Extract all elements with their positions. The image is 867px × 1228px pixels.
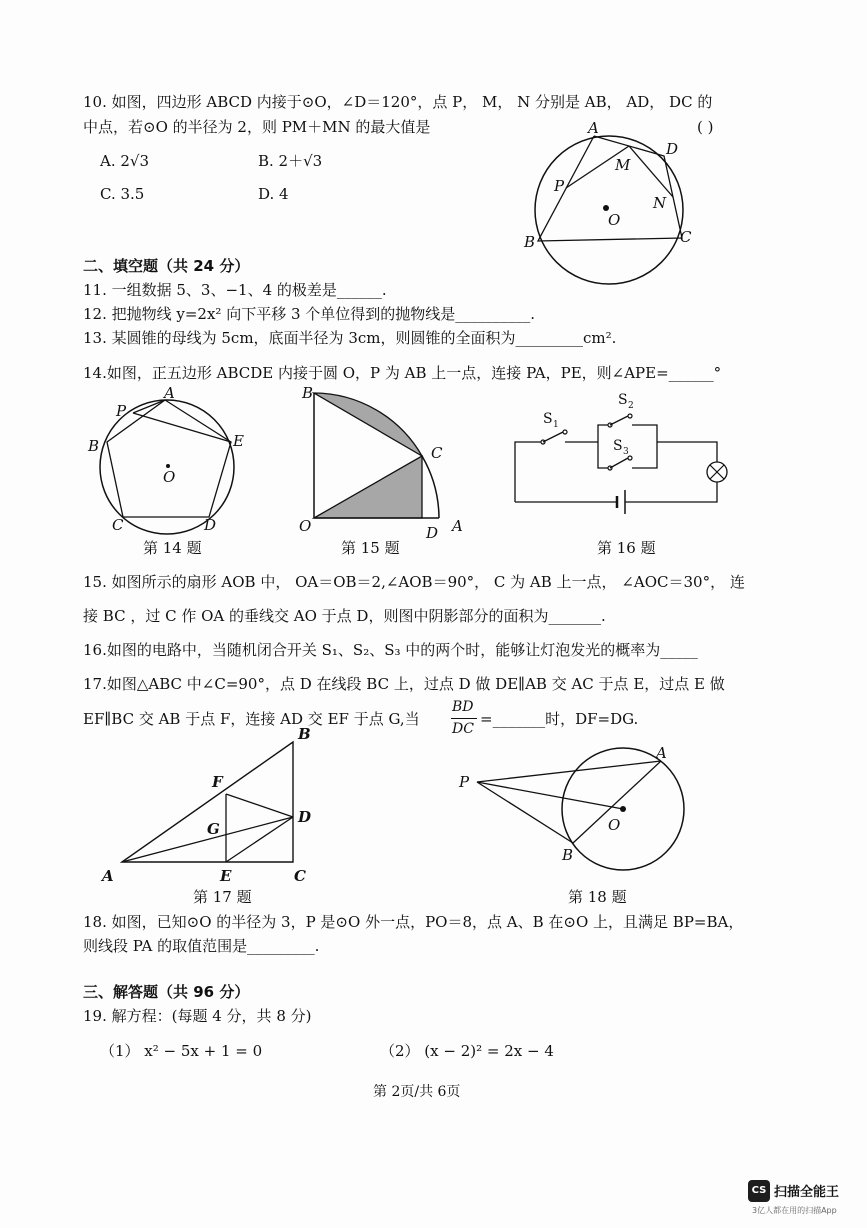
q16-label-s3: S bbox=[613, 438, 623, 454]
scanner-app-name: 扫描全能王 bbox=[774, 1185, 840, 1200]
q10-option-b: B. 2＋√3 bbox=[258, 152, 323, 170]
q17-label-g: G bbox=[207, 820, 220, 838]
q14-label-p: P bbox=[116, 402, 127, 420]
q10-answer-paren: ( ) bbox=[697, 118, 714, 136]
q10-label-o: O bbox=[608, 211, 621, 229]
q17-fraction-denominator: DC bbox=[452, 721, 474, 737]
q16-label-s1-sub: 1 bbox=[553, 420, 559, 430]
q16: 16.如图的电路中，当随机闭合开关 S₁、S₂、S₃ 中的两个时，能够让灯泡发光的概率为_____ bbox=[83, 641, 698, 659]
q16-label-s2-sub: 2 bbox=[628, 401, 634, 411]
caption-fig17: 第 17 题 bbox=[193, 888, 252, 906]
q14-label-a: A bbox=[164, 384, 175, 402]
q14-label-b: B bbox=[88, 437, 100, 455]
caption-fig18: 第 18 题 bbox=[568, 888, 627, 906]
q14-label-o: O bbox=[163, 468, 176, 486]
q16-label-s3-sub: 3 bbox=[623, 447, 629, 457]
section-2-heading: 二、填空题（共 24 分） bbox=[83, 257, 250, 275]
q18-label-a: A bbox=[656, 744, 667, 762]
q11: 11. 一组数据 5、3、−1、4 的极差是______. bbox=[83, 281, 387, 299]
q15-line1: 15. 如图所示的扇形 AOB 中， OA＝OB＝2,∠AOB＝90°， C 为 AB 上一点， ∠AOC＝30°， 连 bbox=[83, 573, 745, 591]
q14: 14.如图，正五边形 ABCDE 内接于圆 O，P 为 AB 上一点，连接 PA，PE，则∠APE=______° bbox=[83, 364, 722, 382]
q19-title: 19. 解方程：(每题 4 分，共 8 分) bbox=[83, 1007, 312, 1025]
scanner-logo-icon: CS bbox=[748, 1180, 770, 1202]
q12: 12. 把抛物线 y=2x² 向下平移 3 个单位得到的抛物线是__________. bbox=[83, 305, 536, 323]
q17-label-d: D bbox=[298, 808, 312, 826]
q15-figure bbox=[298, 384, 473, 542]
q10-label-a: A bbox=[588, 119, 599, 137]
q16-figure bbox=[505, 390, 745, 520]
q14-label-d: D bbox=[204, 516, 217, 534]
q16-label-s1: S bbox=[543, 411, 553, 427]
q19-part2: （2） (x − 2)² = 2x − 4 bbox=[380, 1042, 554, 1060]
q17-label-e: E bbox=[220, 867, 232, 885]
q15-label-b: B bbox=[302, 384, 314, 402]
q10-label-m: M bbox=[615, 156, 631, 174]
q10-label-p: P bbox=[554, 177, 565, 195]
q14-label-c: C bbox=[112, 516, 124, 534]
q15-label-c: C bbox=[431, 444, 443, 462]
q17-label-b: B bbox=[298, 725, 311, 743]
section-3-heading: 三、解答题（共 96 分） bbox=[83, 983, 250, 1001]
q10-figure bbox=[520, 115, 700, 290]
q18-line2: 则线段 PA 的取值范围是_________. bbox=[83, 937, 320, 955]
q15-label-d: D bbox=[426, 524, 439, 542]
q10-option-d: D. 4 bbox=[258, 185, 289, 203]
caption-fig16: 第 16 题 bbox=[597, 539, 656, 557]
q10-label-n: N bbox=[653, 194, 667, 212]
scanner-tagline: 3亿人都在用的扫描App bbox=[752, 1206, 837, 1215]
caption-fig14: 第 14 题 bbox=[143, 539, 202, 557]
q17-fraction-numerator: BD bbox=[452, 699, 474, 715]
q10-label-b: B bbox=[524, 233, 536, 251]
scanner-watermark bbox=[748, 1178, 860, 1220]
q15-label-a: A bbox=[452, 517, 463, 535]
q18-label-b: B bbox=[562, 846, 574, 864]
q16-label-s2: S bbox=[618, 392, 628, 408]
q17-label-a: A bbox=[102, 867, 114, 885]
q17-line2a: EF∥BC 交 AB 于点 F，连接 AD 交 EF 于点 G,当 bbox=[83, 710, 420, 728]
q10-label-c: C bbox=[680, 228, 692, 246]
q18-label-p: P bbox=[459, 773, 470, 791]
q14-label-e: E bbox=[233, 432, 244, 450]
page-footer: 第 2页/共 6页 bbox=[373, 1084, 461, 1100]
q15-label-o: O bbox=[299, 517, 312, 535]
q17-line1: 17.如图△ABC 中∠C=90°，点 D 在线段 BC 上，过点 D 做 DE∥AB 交 AC 于点 E，过点 E 做 bbox=[83, 675, 725, 693]
q17-label-f: F bbox=[212, 773, 223, 791]
q17-line2b: =_______时，DF=DG. bbox=[480, 710, 639, 728]
q18-figure bbox=[455, 740, 695, 870]
q17-label-c: C bbox=[294, 867, 306, 885]
caption-fig15: 第 15 题 bbox=[341, 539, 400, 557]
q18-label-o: O bbox=[608, 816, 621, 834]
q10-line2: 中点，若⊙O 的半径为 2，则 PM＋MN 的最大值是 bbox=[83, 118, 431, 136]
q10-label-d: D bbox=[666, 140, 679, 158]
q15-line2: 接 BC ，过 C 作 OA 的垂线交 AO 于点 D，则图中阴影部分的面积为_______. bbox=[83, 607, 606, 625]
q10-option-a: A. 2√3 bbox=[100, 152, 150, 170]
q14-figure bbox=[85, 385, 245, 535]
q13: 13. 某圆锥的母线为 5cm，底面半径为 3cm，则圆锥的全面积为_________cm². bbox=[83, 329, 617, 347]
q19-part1: （1） x² − 5x + 1 = 0 bbox=[100, 1042, 263, 1060]
q17-figure bbox=[95, 725, 325, 885]
q18-line1: 18. 如图，已知⊙O 的半径为 3，P 是⊙O 外一点，PO＝8，点 A、B 在⊙O 上，且满足 BP=BA， bbox=[83, 913, 744, 931]
q10-line1: 10. 如图，四边形 ABCD 内接于⊙O，∠D＝120°，点 P， M， N 分别是 AB， AD， DC 的 bbox=[83, 93, 713, 111]
q10-option-c: C. 3.5 bbox=[100, 185, 145, 203]
